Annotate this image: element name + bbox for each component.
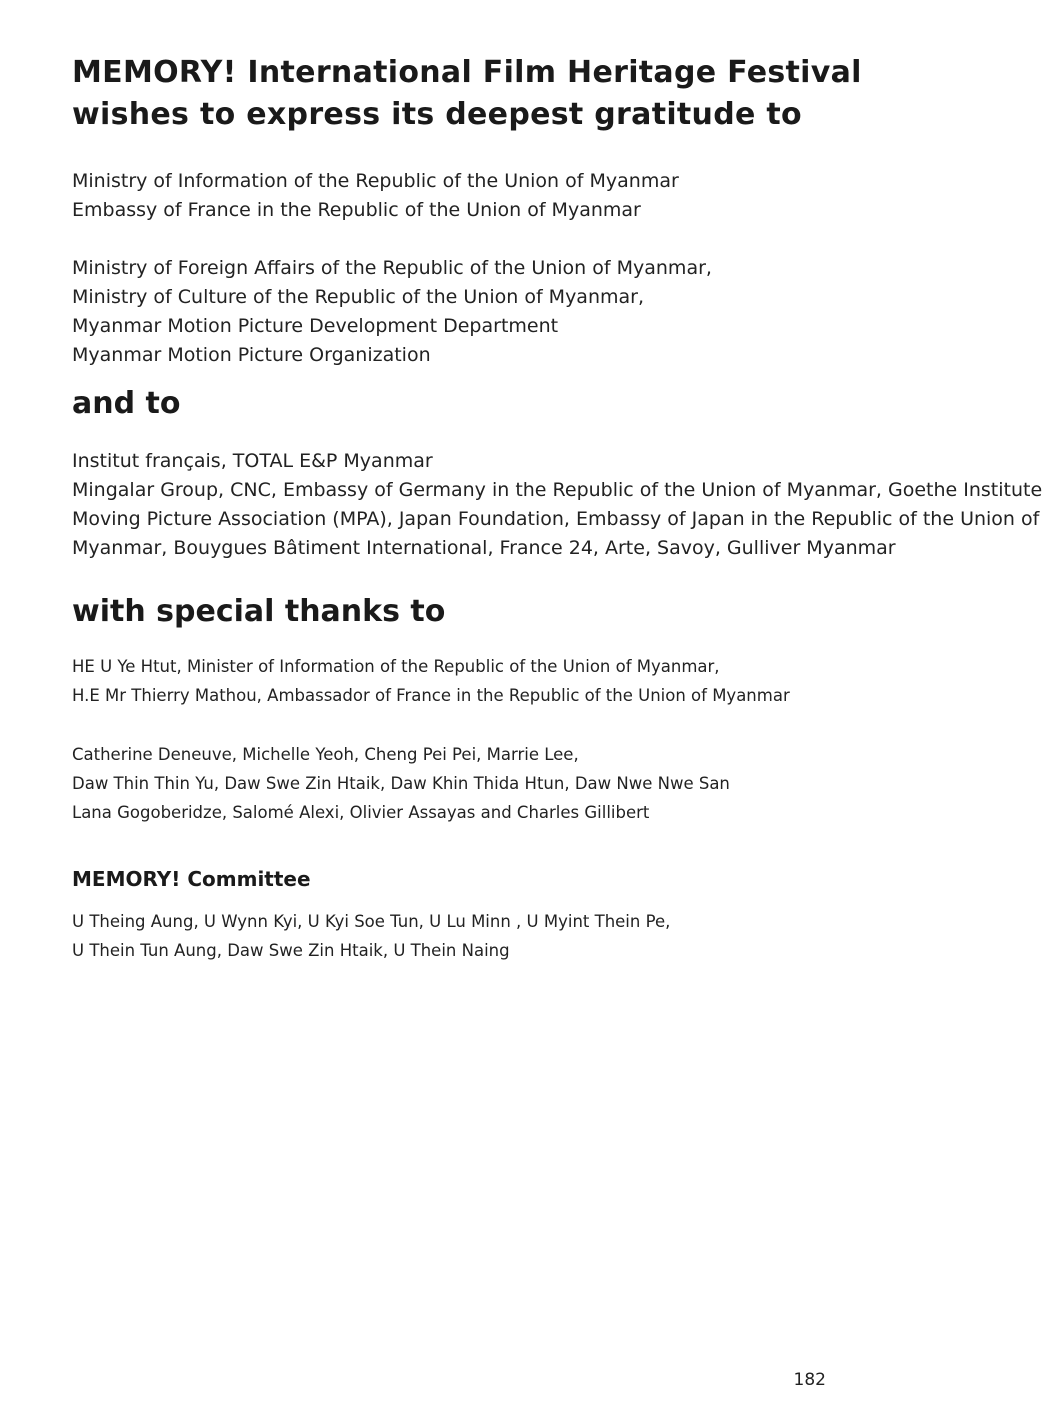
- gratitude-group-1: [72, 167, 679, 225]
- list-item: Myanmar Motion Picture Organization: [72, 344, 431, 366]
- list-item: Myanmar Motion Picture Development Department: [72, 315, 559, 337]
- list-item: Ministry of Culture of the Republic of the Union of Myanmar,: [72, 286, 644, 308]
- list-item: Catherine Deneuve, Michelle Yeoh, Cheng Pei Pei, Marrie Lee,: [72, 745, 579, 764]
- list-item: U Thein Tun Aung, Daw Swe Zin Htaik, U Thein Naing: [72, 941, 510, 960]
- committee-section: [72, 865, 311, 893]
- heading-line-2: wishes to express its deepest gratitude to: [72, 97, 802, 132]
- list-item: Lana Gogoberidze, Salomé Alexi, Olivier Assayas and Charles Gillibert: [72, 803, 650, 822]
- gratitude-group-2: [72, 254, 712, 370]
- main-heading: [72, 52, 862, 136]
- and-to-list: [72, 447, 1042, 563]
- committee-title: MEMORY! Committee: [72, 867, 311, 891]
- special-thanks-guests: [72, 740, 730, 827]
- list-item: Mingalar Group, CNC, Embassy of Germany in the Republic of the Union of Myanmar, Goethe Institute: [72, 479, 1042, 501]
- page-number: 182: [793, 1370, 826, 1390]
- list-item: Moving Picture Association (MPA), Japan Foundation, Embassy of Japan in the Republic of the Union of: [72, 508, 1040, 530]
- list-item: Ministry of Foreign Affairs of the Republic of the Union of Myanmar,: [72, 257, 712, 279]
- and-to-title: and to: [72, 386, 181, 421]
- special-thanks-section: [72, 592, 445, 632]
- list-item: HE U Ye Htut, Minister of Information of the Republic of the Union of Myanmar,: [72, 657, 720, 676]
- list-item: Myanmar, Bouygues Bâtiment International, France 24, Arte, Savoy, Gulliver Myanmar: [72, 537, 896, 559]
- heading-line-1: MEMORY! International Film Heritage Festival: [72, 55, 862, 90]
- special-thanks-officials: [72, 652, 790, 710]
- committee-list: [72, 907, 670, 965]
- list-item: H.E Mr Thierry Mathou, Ambassador of France in the Republic of the Union of Myanmar: [72, 686, 790, 705]
- list-item: Embassy of France in the Republic of the Union of Myanmar: [72, 199, 641, 221]
- list-item: Ministry of Information of the Republic of the Union of Myanmar: [72, 170, 679, 192]
- special-thanks-title: with special thanks to: [72, 594, 446, 629]
- list-item: Daw Thin Thin Yu, Daw Swe Zin Htaik, Daw Khin Thida Htun, Daw Nwe Nwe San: [72, 774, 730, 793]
- list-item: U Theing Aung, U Wynn Kyi, U Kyi Soe Tun, U Lu Minn , U Myint Thein Pe,: [72, 912, 671, 931]
- and-to-section: [72, 384, 180, 424]
- list-item: Institut français, TOTAL E&P Myanmar: [72, 450, 433, 472]
